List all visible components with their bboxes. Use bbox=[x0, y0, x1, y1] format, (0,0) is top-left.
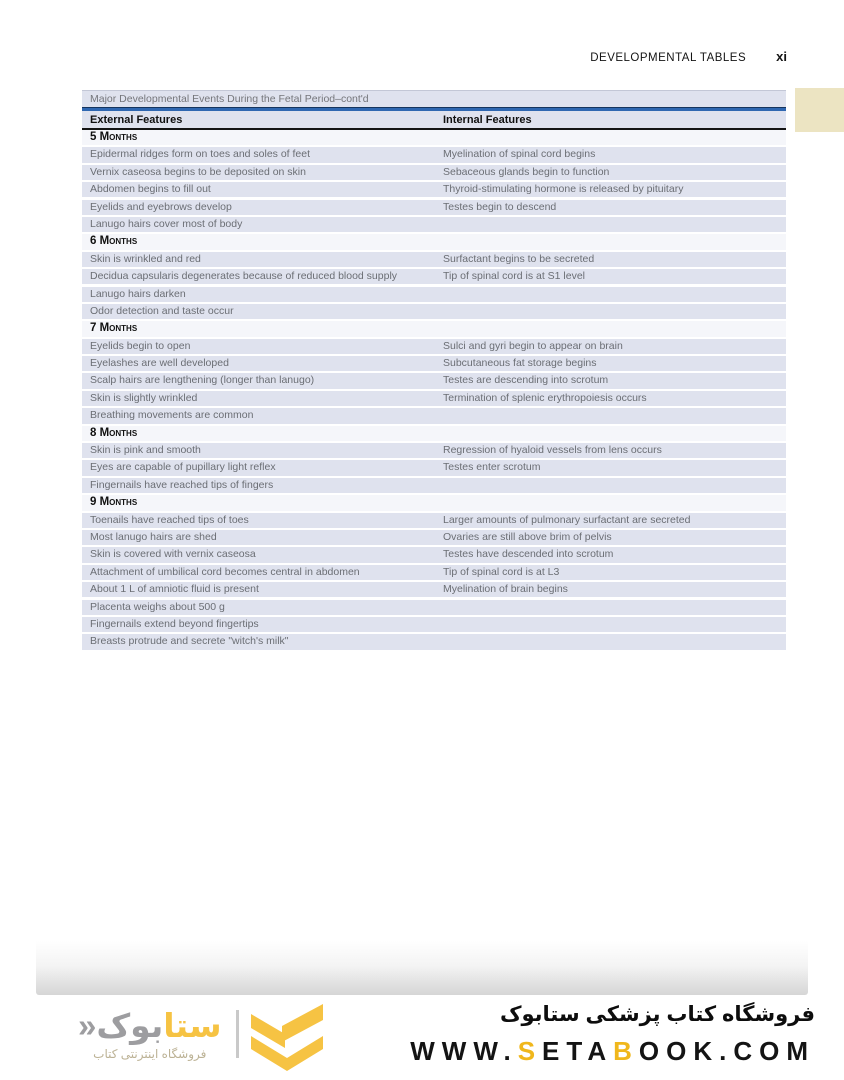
setabook-logo bbox=[78, 1000, 325, 1079]
internal-feature-cell bbox=[435, 408, 786, 423]
external-feature-cell: Abdomen begins to fill out bbox=[90, 183, 211, 196]
external-feature-cell: About 1 L of amniotic fluid is present bbox=[90, 583, 259, 596]
internal-feature-cell: Tip of spinal cord is at S1 level bbox=[443, 270, 586, 283]
table-header-row bbox=[82, 111, 786, 130]
column-header-external: External Features bbox=[90, 114, 183, 126]
table-row bbox=[82, 182, 786, 197]
url-accent-s: S bbox=[517, 1036, 543, 1066]
internal-feature-cell bbox=[435, 304, 786, 319]
internal-feature-cell: Regression of hyaloid vessels from lens occurs bbox=[443, 444, 662, 457]
table-row bbox=[82, 252, 786, 267]
logo-wordmark-block bbox=[78, 1008, 222, 1061]
internal-feature-cell: Subcutaneous fat storage begins bbox=[443, 357, 597, 370]
url-mid: ETA bbox=[542, 1036, 614, 1066]
internal-feature-cell bbox=[435, 287, 786, 302]
section-label: 5 Months bbox=[82, 130, 786, 145]
external-feature-cell: Breasts protrude and secrete "witch's milk" bbox=[90, 635, 289, 648]
external-feature-cell: Lanugo hairs darken bbox=[90, 287, 186, 300]
logo-wordmark-gray: بوک bbox=[96, 1007, 164, 1044]
table-row bbox=[82, 408, 786, 423]
table-row bbox=[82, 634, 786, 649]
section-label: 8 Months bbox=[82, 426, 786, 441]
internal-feature-cell: Sebaceous glands begin to function bbox=[443, 165, 610, 178]
logo-wordmark bbox=[78, 1008, 222, 1044]
url-prefix: WWW. bbox=[410, 1036, 518, 1066]
internal-feature-cell: Testes begin to descend bbox=[443, 200, 557, 213]
internal-feature-cell bbox=[435, 217, 786, 232]
internal-feature-cell: Sulci and gyri begin to appear on brain bbox=[443, 339, 623, 352]
logo-wordmark-yellow: ستا bbox=[163, 1007, 222, 1044]
table-row bbox=[82, 165, 786, 180]
section-label: 9 Months bbox=[82, 495, 786, 510]
external-feature-cell: Skin is slightly wrinkled bbox=[90, 391, 198, 404]
external-feature-cell: Eyes are capable of pupillary light reflex bbox=[90, 461, 276, 474]
url-rest: OOK.COM bbox=[638, 1036, 815, 1066]
column-header-internal: Internal Features bbox=[443, 114, 532, 126]
section-label: 6 Months bbox=[82, 234, 786, 249]
external-feature-cell: Scalp hairs are lengthening (longer than lanugo) bbox=[90, 374, 315, 387]
url-accent-b: B bbox=[613, 1036, 639, 1066]
internal-feature-cell bbox=[435, 478, 786, 493]
internal-feature-cell: Surfactant begins to be secreted bbox=[443, 252, 595, 265]
page-edge-tab bbox=[795, 88, 844, 132]
page-number: xi bbox=[776, 49, 787, 64]
internal-feature-cell: Tip of spinal cord is at L3 bbox=[443, 565, 560, 578]
table-row bbox=[82, 373, 786, 388]
external-feature-cell: Skin is covered with vernix caseosa bbox=[90, 548, 256, 561]
external-feature-cell: Odor detection and taste occur bbox=[90, 304, 234, 317]
external-feature-cell: Placenta weighs about 500 g bbox=[90, 600, 225, 613]
internal-feature-cell: Thyroid-stimulating hormone is released by pituitary bbox=[443, 183, 684, 196]
store-name-farsi: فروشگاه کتاب پزشکی ستابوک bbox=[499, 1003, 815, 1026]
internal-feature-cell: Myelination of brain begins bbox=[443, 583, 568, 596]
running-head bbox=[590, 49, 787, 64]
external-feature-cell: Lanugo hairs cover most of body bbox=[90, 217, 243, 230]
store-url bbox=[410, 1036, 815, 1067]
internal-feature-cell: Testes are descending into scrotum bbox=[443, 374, 609, 387]
running-head-title: DEVELOPMENTAL TABLES bbox=[590, 52, 747, 64]
table-row bbox=[82, 617, 786, 632]
table-row bbox=[82, 600, 786, 615]
external-feature-cell: Toenails have reached tips of toes bbox=[90, 513, 249, 526]
section-label: 7 Months bbox=[82, 321, 786, 336]
internal-feature-cell: Termination of splenic erythropoiesis occurs bbox=[443, 391, 647, 404]
table-row bbox=[82, 530, 786, 545]
page-bottom-shadow bbox=[36, 941, 808, 995]
table-row bbox=[82, 217, 786, 232]
table-row bbox=[82, 339, 786, 354]
external-feature-cell: Skin is wrinkled and red bbox=[90, 252, 201, 265]
table-row bbox=[82, 565, 786, 580]
store-info bbox=[410, 1002, 815, 1067]
internal-feature-cell: Ovaries are still above brim of pelvis bbox=[443, 530, 612, 543]
table-row bbox=[82, 460, 786, 475]
table-row bbox=[82, 200, 786, 215]
internal-feature-cell: Testes enter scrotum bbox=[443, 461, 541, 474]
external-feature-cell: Eyelids begin to open bbox=[90, 339, 191, 352]
external-feature-cell: Eyelids and eyebrows develop bbox=[90, 200, 232, 213]
table-row bbox=[82, 287, 786, 302]
table-row bbox=[82, 304, 786, 319]
logo-tagline: فروشگاه اینترنتی کتاب bbox=[93, 1047, 207, 1062]
external-feature-cell: Breathing movements are common bbox=[90, 409, 254, 422]
double-chevron-icon bbox=[249, 1002, 325, 1079]
table-body bbox=[82, 130, 786, 650]
external-feature-cell: Attachment of umbilical cord becomes central in abdomen bbox=[90, 565, 360, 578]
internal-feature-cell: Larger amounts of pulmonary surfactant are secreted bbox=[443, 513, 691, 526]
internal-feature-cell bbox=[435, 634, 786, 649]
logo-divider-bar bbox=[236, 1010, 239, 1058]
internal-feature-cell bbox=[435, 617, 786, 632]
external-feature-cell: Skin is pink and smooth bbox=[90, 444, 201, 457]
table-row bbox=[82, 391, 786, 406]
external-feature-cell: Decidua capsularis degenerates because of reduced blood supply bbox=[90, 270, 398, 283]
table-row bbox=[82, 443, 786, 458]
external-feature-cell: Fingernails have reached tips of fingers bbox=[90, 478, 274, 491]
table-row bbox=[82, 547, 786, 562]
table-title: Major Developmental Events During the Fetal Period–cont'd bbox=[82, 90, 786, 107]
internal-feature-cell: Myelination of spinal cord begins bbox=[443, 148, 596, 161]
internal-feature-cell bbox=[435, 600, 786, 615]
table-row bbox=[82, 147, 786, 162]
external-feature-cell: Most lanugo hairs are shed bbox=[90, 530, 217, 543]
external-feature-cell: Eyelashes are well developed bbox=[90, 357, 229, 370]
logo-chevron-glyph: « bbox=[78, 1007, 97, 1044]
table-row bbox=[82, 478, 786, 493]
external-feature-cell: Fingernails extend beyond fingertips bbox=[90, 617, 259, 630]
table-row bbox=[82, 269, 786, 284]
internal-feature-cell: Testes have descended into scrotum bbox=[443, 548, 614, 561]
external-feature-cell: Vernix caseosa begins to be deposited on skin bbox=[90, 165, 306, 178]
table-row bbox=[82, 513, 786, 528]
table-row bbox=[82, 582, 786, 597]
developmental-events-table bbox=[82, 90, 786, 652]
table-row bbox=[82, 356, 786, 371]
external-feature-cell: Epidermal ridges form on toes and soles of feet bbox=[90, 148, 311, 161]
